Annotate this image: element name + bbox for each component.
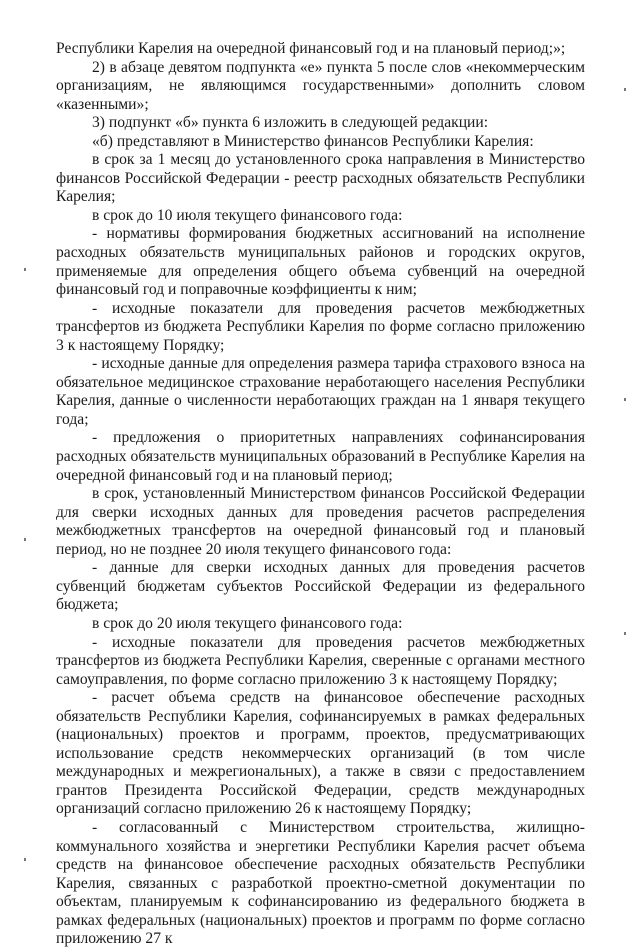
- paragraph: 2) в абзаце девятом подпункта «е» пункта 5 после слов «некоммерческим организациям, не являющимся государственными» дополнить словом «казенными»;: [56, 58, 585, 113]
- scan-mark: [24, 858, 26, 861]
- paragraph: - данные для сверки исходных данных для проведения расчетов субвенций бюджетам субъектов Российской Федерации из федерального бюджета;: [56, 559, 585, 614]
- scan-mark: [624, 398, 626, 401]
- paragraph: в срок, установленный Министерством финансов Российской Федерации для сверки исходных данных для проведения расчетов распределения межбюджетных трансфертов на очередной финансовый год и плановый период, но не позднее 20 июля текущего финансового года:: [56, 485, 585, 558]
- paragraph: 3) подпункт «б» пункта 6 изложить в следующей редакции:: [92, 114, 489, 132]
- paragraph: - исходные показатели для проведения расчетов межбюджетных трансфертов из бюджета Республики Карелия по форме согласно приложению 3 к настоящему Порядку;: [56, 299, 585, 354]
- scan-mark: [624, 632, 626, 635]
- paragraph: - согласованный с Министерством строительства, жилищно-коммунального хозяйства и энергетики Республики Карелия расчет объема средств на финансовое обеспечение расходных обязательств Республики Карелия, связанных с разработкой проектно-сметной документации по объектам, планируемым к софинансированию из федерального бюджета в рамках федеральных (национальных) проектов и программ по форме согласно приложению 27 к: [56, 818, 585, 948]
- paragraph: в срок до 10 июля текущего финансового года:: [92, 206, 403, 224]
- paragraph: - исходные данные для определения размера тарифа страхового взноса на обязательное медицинское страхование неработающего населения Республики Карелия, данные о численности неработающих граждан на 1 января текущего года;: [56, 355, 585, 428]
- paragraph: - предложения о приоритетных направлениях софинансирования расходных обязательств муниципальных образований в Республике Карелия на очередной финансовый год и на плановый период;: [56, 429, 585, 484]
- paragraph: «б) представляют в Министерство финансов Республики Карелия:: [92, 132, 534, 150]
- paragraph: Республики Карелия на очередной финансовый год и на плановый период;»;: [56, 40, 566, 57]
- document-body: [56, 40, 585, 949]
- paragraph: - исходные показатели для проведения расчетов межбюджетных трансфертов из бюджета Республики Карелия, сверенные с органами местного самоуправления, по форме согласно приложению 3 к настоящему Порядку;: [56, 633, 585, 688]
- paragraph: - расчет объема средств на финансовое обеспечение расходных обязательств Республики Карелия, софинансируемых в рамках федеральных (национальных) проектов и программ, проектов, предусматривающих использование средств некоммерческих организаций (в том числе международных и межрегиональных), а также в связи с предоставлением грантов Президента Российской Федерации, средств международных организаций согласно приложению 26 к настоящему Порядку;: [56, 689, 585, 818]
- paragraph: в срок до 20 июля текущего финансового года:: [92, 614, 403, 632]
- scan-mark: [24, 268, 26, 271]
- scan-mark: [624, 88, 626, 91]
- scan-mark: [24, 538, 26, 541]
- paragraph: - нормативы формирования бюджетных ассигнований на исполнение расходных обязательств муниципальных районов и городских округов, применяемые для определения общего объема субвенций на очередной финансовый год и поправочные коэффициенты к ним;: [56, 225, 585, 299]
- paragraph: в срок за 1 месяц до установленного срока направления в Министерство финансов Российской Федерации - реестр расходных обязательств Республики Карелия;: [56, 151, 585, 206]
